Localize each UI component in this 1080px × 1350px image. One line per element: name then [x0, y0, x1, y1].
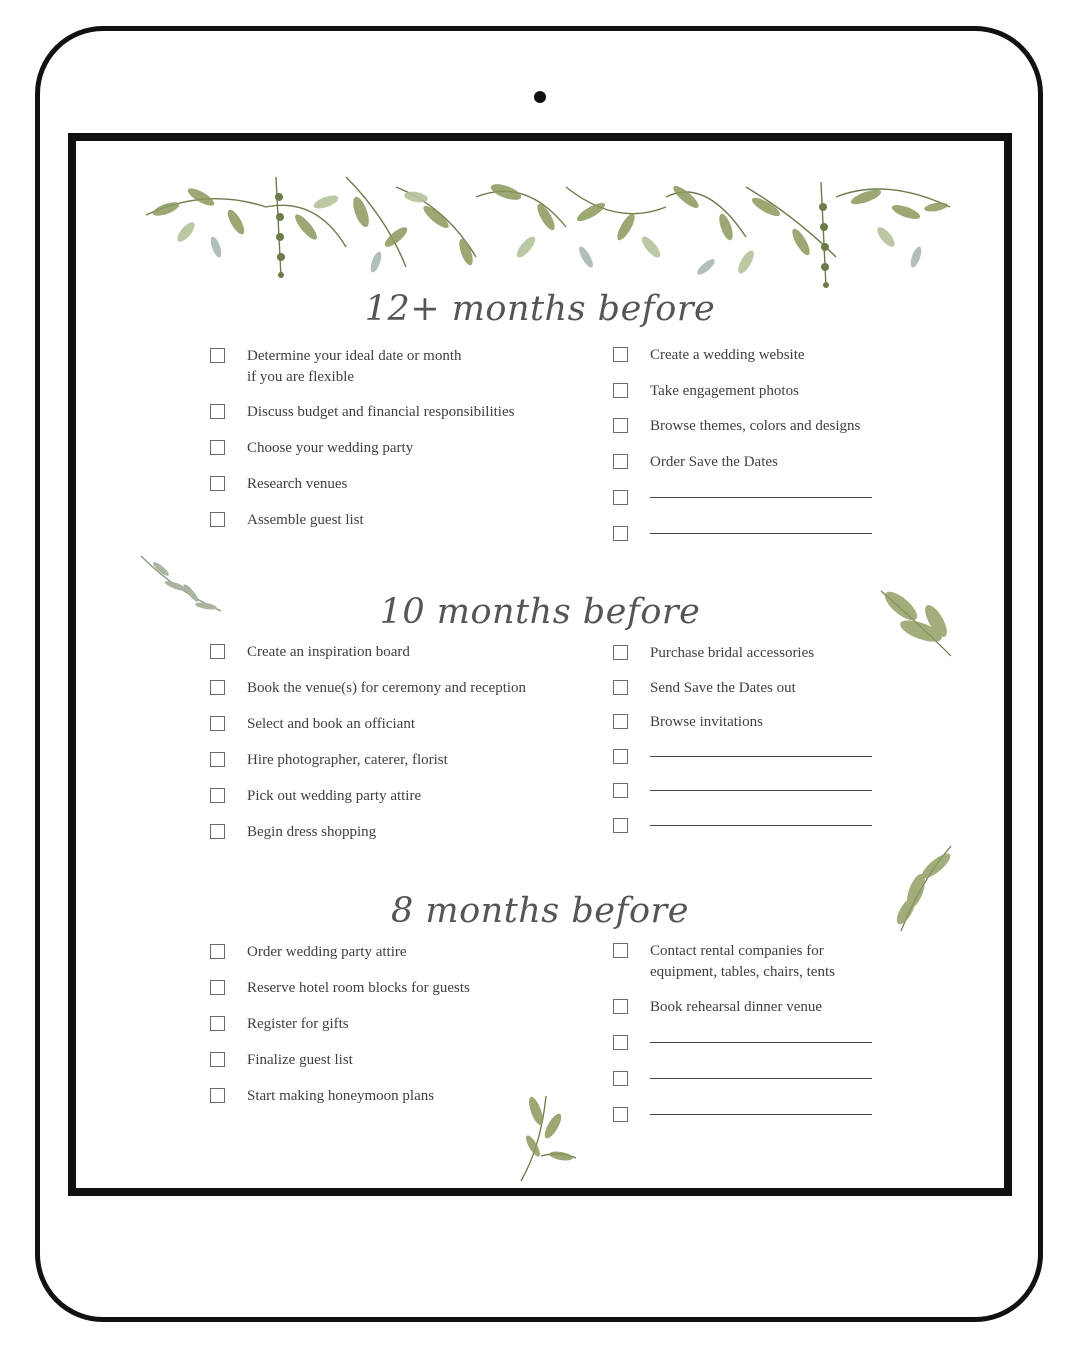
write-in-line[interactable] — [650, 790, 872, 791]
checkbox-icon[interactable] — [210, 752, 225, 767]
checkbox-icon[interactable] — [210, 716, 225, 731]
section-heading: 8 months before — [391, 891, 689, 931]
blank-checklist-item[interactable] — [613, 781, 872, 798]
write-in-line[interactable] — [650, 756, 872, 757]
checkbox-icon[interactable] — [613, 645, 628, 660]
checkbox-icon[interactable] — [210, 980, 225, 995]
checklist-item[interactable]: Take engagement photos — [613, 381, 910, 402]
checklist-item[interactable]: Pick out wedding party attire — [210, 786, 567, 807]
checklist-item[interactable]: Discuss budget and financial responsibilities — [210, 402, 567, 423]
checklist-item[interactable]: Finalize guest list — [210, 1050, 567, 1071]
checkbox-icon[interactable] — [210, 824, 225, 839]
checkbox-icon[interactable] — [613, 383, 628, 398]
checkbox-icon[interactable] — [210, 944, 225, 959]
checklist-page — [68, 133, 1012, 1196]
checklist-item[interactable]: Choose your wedding party — [210, 438, 567, 459]
checklist-item[interactable]: Hire photographer, caterer, florist — [210, 750, 567, 771]
checkbox-icon[interactable] — [613, 347, 628, 362]
checkbox-icon[interactable] — [613, 714, 628, 729]
checklist-item[interactable]: Register for gifts — [210, 1014, 567, 1035]
checklist-item[interactable]: Start making honeymoon plans — [210, 1086, 567, 1107]
checkbox-icon[interactable] — [613, 1071, 628, 1086]
checklist-item[interactable]: Order Save the Dates — [613, 452, 910, 473]
blank-checklist-item[interactable] — [613, 1069, 872, 1086]
checkbox-icon[interactable] — [613, 749, 628, 764]
checklist-item[interactable]: Create a wedding website — [613, 345, 910, 366]
checkbox-icon[interactable] — [613, 526, 628, 541]
checkbox-icon[interactable] — [210, 404, 225, 419]
checkbox-icon[interactable] — [613, 1035, 628, 1050]
write-in-line[interactable] — [650, 497, 872, 498]
blank-checklist-item[interactable] — [613, 488, 872, 505]
write-in-line[interactable] — [650, 825, 872, 826]
write-in-line[interactable] — [650, 1042, 872, 1043]
checklist-item[interactable]: Order wedding party attire — [210, 942, 567, 963]
write-in-line[interactable] — [650, 533, 872, 534]
checkbox-icon[interactable] — [613, 680, 628, 695]
section-heading: 12+ months before — [364, 289, 716, 329]
checkbox-icon[interactable] — [210, 1052, 225, 1067]
checklist-item[interactable]: Send Save the Dates out — [613, 678, 910, 699]
checkbox-icon[interactable] — [210, 440, 225, 455]
checkbox-icon[interactable] — [613, 999, 628, 1014]
checkbox-icon[interactable] — [210, 1088, 225, 1103]
checklist-item[interactable]: Assemble guest list — [210, 510, 567, 531]
checkbox-icon[interactable] — [613, 454, 628, 469]
leaf-garland-icon — [146, 167, 950, 307]
checklist-item[interactable]: Contact rental companies for equipment, tables, chairs, tents — [613, 941, 910, 983]
checkbox-icon[interactable] — [210, 788, 225, 803]
blank-checklist-item[interactable] — [613, 524, 872, 541]
checkbox-icon[interactable] — [210, 644, 225, 659]
checklist-item[interactable]: Research venues — [210, 474, 567, 495]
checkbox-icon[interactable] — [210, 680, 225, 695]
checklist-item[interactable]: Create an inspiration board — [210, 642, 567, 663]
checklist-item[interactable]: Book the venue(s) for ceremony and reception — [210, 678, 567, 699]
section-heading: 10 months before — [379, 592, 701, 632]
checkbox-icon[interactable] — [613, 943, 628, 958]
checklist-item[interactable]: Determine your ideal date or month if you are flexible — [210, 346, 567, 388]
checklist-item[interactable]: Begin dress shopping — [210, 822, 567, 843]
checkbox-icon[interactable] — [210, 1016, 225, 1031]
checklist-item[interactable]: Browse themes, colors and designs — [613, 416, 910, 437]
checklist-item[interactable]: Browse invitations — [613, 712, 910, 733]
blank-checklist-item[interactable] — [613, 747, 872, 764]
checkbox-icon[interactable] — [210, 348, 225, 363]
blank-checklist-item[interactable] — [613, 816, 872, 833]
checkbox-icon[interactable] — [613, 783, 628, 798]
checkbox-icon[interactable] — [613, 490, 628, 505]
write-in-line[interactable] — [650, 1114, 872, 1115]
checkbox-icon[interactable] — [613, 418, 628, 433]
checkbox-icon[interactable] — [613, 818, 628, 833]
blank-checklist-item[interactable] — [613, 1033, 872, 1050]
checkbox-icon[interactable] — [613, 1107, 628, 1122]
write-in-line[interactable] — [650, 1078, 872, 1079]
checkbox-icon[interactable] — [210, 476, 225, 491]
checklist-item[interactable]: Select and book an officiant — [210, 714, 567, 735]
blank-checklist-item[interactable] — [613, 1105, 872, 1122]
checklist-item[interactable]: Book rehearsal dinner venue — [613, 997, 910, 1018]
camera-dot-icon — [534, 91, 546, 103]
checklist-item[interactable]: Reserve hotel room blocks for guests — [210, 978, 567, 999]
checklist-item[interactable]: Purchase bridal accessories — [613, 643, 910, 664]
checkbox-icon[interactable] — [210, 512, 225, 527]
